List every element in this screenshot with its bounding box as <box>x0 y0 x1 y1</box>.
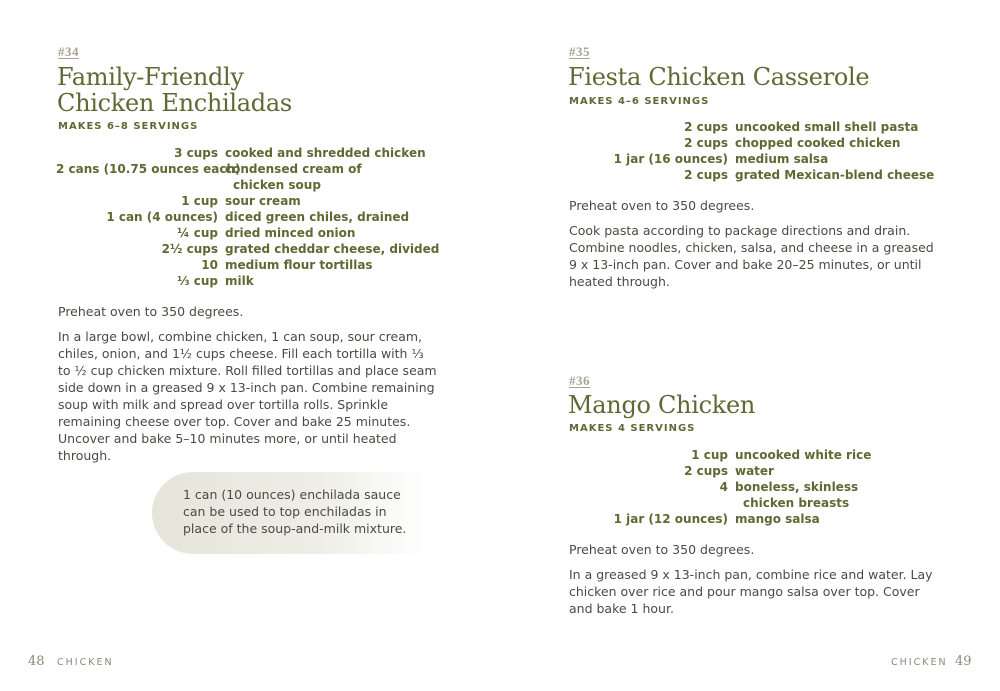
ingredient-row <box>56 257 439 273</box>
recipe-number: #36 <box>569 373 590 388</box>
ingredient-row <box>610 447 871 463</box>
ingredient-row <box>610 479 871 495</box>
ingredient-item: medium salsa <box>735 152 829 166</box>
recipe-number: #35 <box>569 44 590 59</box>
ingredient-row <box>56 193 439 209</box>
ingredient-amount: 2 cups <box>684 120 728 134</box>
ingredient-amount: 2½ cups <box>161 242 218 256</box>
recipe-step: In a large bowl, combine chicken, 1 can soup, sour cream, chiles, onion, and 1½ cups cheese. Fill each tortilla with ⅓ to ½ cup chicken mixture. Roll filled tortillas and place seam side down in a greased 9 x 13-inch pan. Combine remaining soup with milk and spread over tortilla rolls. Sprinkle remaining cheese over top. Cover and bake 25 minutes. Uncover and bake 5–10 minutes more, or until heated through. <box>58 329 437 463</box>
ingredient-item: dried minced onion <box>225 226 356 240</box>
ingredient-amount: 1 can (4 ounces) <box>106 210 218 224</box>
ingredient-amount: ⅓ cup <box>177 274 218 288</box>
ingredient-item-continued: chicken breasts <box>743 496 850 510</box>
ingredient-row <box>56 241 439 257</box>
recipe-title: Family-Friendly Chicken Enchiladas <box>57 63 292 117</box>
ingredient-row <box>56 145 439 161</box>
ingredient-item: sour cream <box>225 194 301 208</box>
tip-text: 1 can (10 ounces) enchilada sauce can be used to top enchiladas in place of the soup-and-milk mixture. <box>183 487 407 536</box>
ingredient-row <box>56 209 439 225</box>
ingredient-item: medium flour tortillas <box>225 258 373 272</box>
ingredient-item: water <box>735 464 774 478</box>
page-number: 48 <box>28 654 45 669</box>
section-label: CHICKEN <box>891 657 948 668</box>
ingredient-amount: 4 <box>719 480 728 494</box>
ingredient-row <box>610 463 871 479</box>
ingredient-row <box>610 511 871 527</box>
ingredient-row <box>610 167 934 183</box>
recipe-servings: MAKES 4 SERVINGS <box>569 423 696 434</box>
ingredient-list <box>610 119 934 183</box>
recipe-step: Cook pasta according to package directions and drain. Combine noodles, chicken, salsa, and cheese in a greased 9 x 13-inch pan. Cover and bake 20–25 minutes, or until heated through. <box>569 223 934 289</box>
recipe-servings: MAKES 4–6 SERVINGS <box>569 96 710 107</box>
recipe-servings: MAKES 6–8 SERVINGS <box>58 121 199 132</box>
recipe-title: Mango Chicken <box>568 391 756 419</box>
ingredient-amount: ¼ cup <box>177 226 218 240</box>
page-number: 49 <box>955 654 972 669</box>
ingredient-amount-spacer <box>610 495 735 511</box>
ingredient-amount: 2 cups <box>684 168 728 182</box>
ingredient-item: cooked and shredded chicken <box>225 146 426 160</box>
ingredient-item: uncooked small shell pasta <box>735 120 919 134</box>
recipe-step: Preheat oven to 350 degrees. <box>58 304 244 319</box>
recipe-step: Preheat oven to 350 degrees. <box>569 198 755 213</box>
ingredient-list <box>610 447 871 527</box>
ingredient-item: diced green chiles, drained <box>225 210 410 224</box>
ingredient-row-continued <box>610 495 871 511</box>
ingredient-amount: 1 jar (12 ounces) <box>613 512 728 526</box>
ingredient-amount: 2 cups <box>684 464 728 478</box>
recipe-step: In a greased 9 x 13-inch pan, combine rice and water. Lay chicken over rice and pour mango salsa over top. Cover and bake 1 hour. <box>569 567 933 616</box>
ingredient-row <box>56 225 439 241</box>
ingredient-item: milk <box>225 274 254 288</box>
ingredient-amount: 3 cups <box>174 146 218 160</box>
ingredient-row-continued <box>56 177 439 193</box>
ingredient-amount: 2 cups <box>684 136 728 150</box>
ingredient-row <box>610 151 934 167</box>
ingredient-item: chopped cooked chicken <box>735 136 901 150</box>
recipe-title: Fiesta Chicken Casserole <box>568 63 870 91</box>
ingredient-row <box>610 119 934 135</box>
right-page <box>500 0 1000 691</box>
ingredient-item: grated Mexican-blend cheese <box>735 168 935 182</box>
recipe-step: Preheat oven to 350 degrees. <box>569 542 755 557</box>
recipe-number: #34 <box>58 44 79 59</box>
ingredient-item: boneless, skinless <box>735 480 859 494</box>
ingredient-row <box>610 135 934 151</box>
ingredient-item: mango salsa <box>735 512 820 526</box>
ingredient-item: grated cheddar cheese, divided <box>225 242 440 256</box>
ingredient-item-continued: chicken soup <box>233 178 321 192</box>
tip-callout <box>152 472 428 554</box>
ingredient-row <box>56 161 439 177</box>
ingredient-amount-spacer <box>56 177 225 193</box>
ingredient-item: condensed cream of <box>225 162 362 176</box>
ingredient-amount: 2 cans (10.75 ounces each) <box>56 162 241 176</box>
ingredient-list <box>56 145 439 289</box>
ingredient-amount: 1 cup <box>691 448 728 462</box>
ingredient-row <box>56 273 439 289</box>
ingredient-amount: 1 cup <box>181 194 218 208</box>
section-label: CHICKEN <box>57 657 114 668</box>
ingredient-amount: 10 <box>201 258 218 272</box>
ingredient-item: uncooked white rice <box>735 448 872 462</box>
ingredient-amount: 1 jar (16 ounces) <box>613 152 728 166</box>
